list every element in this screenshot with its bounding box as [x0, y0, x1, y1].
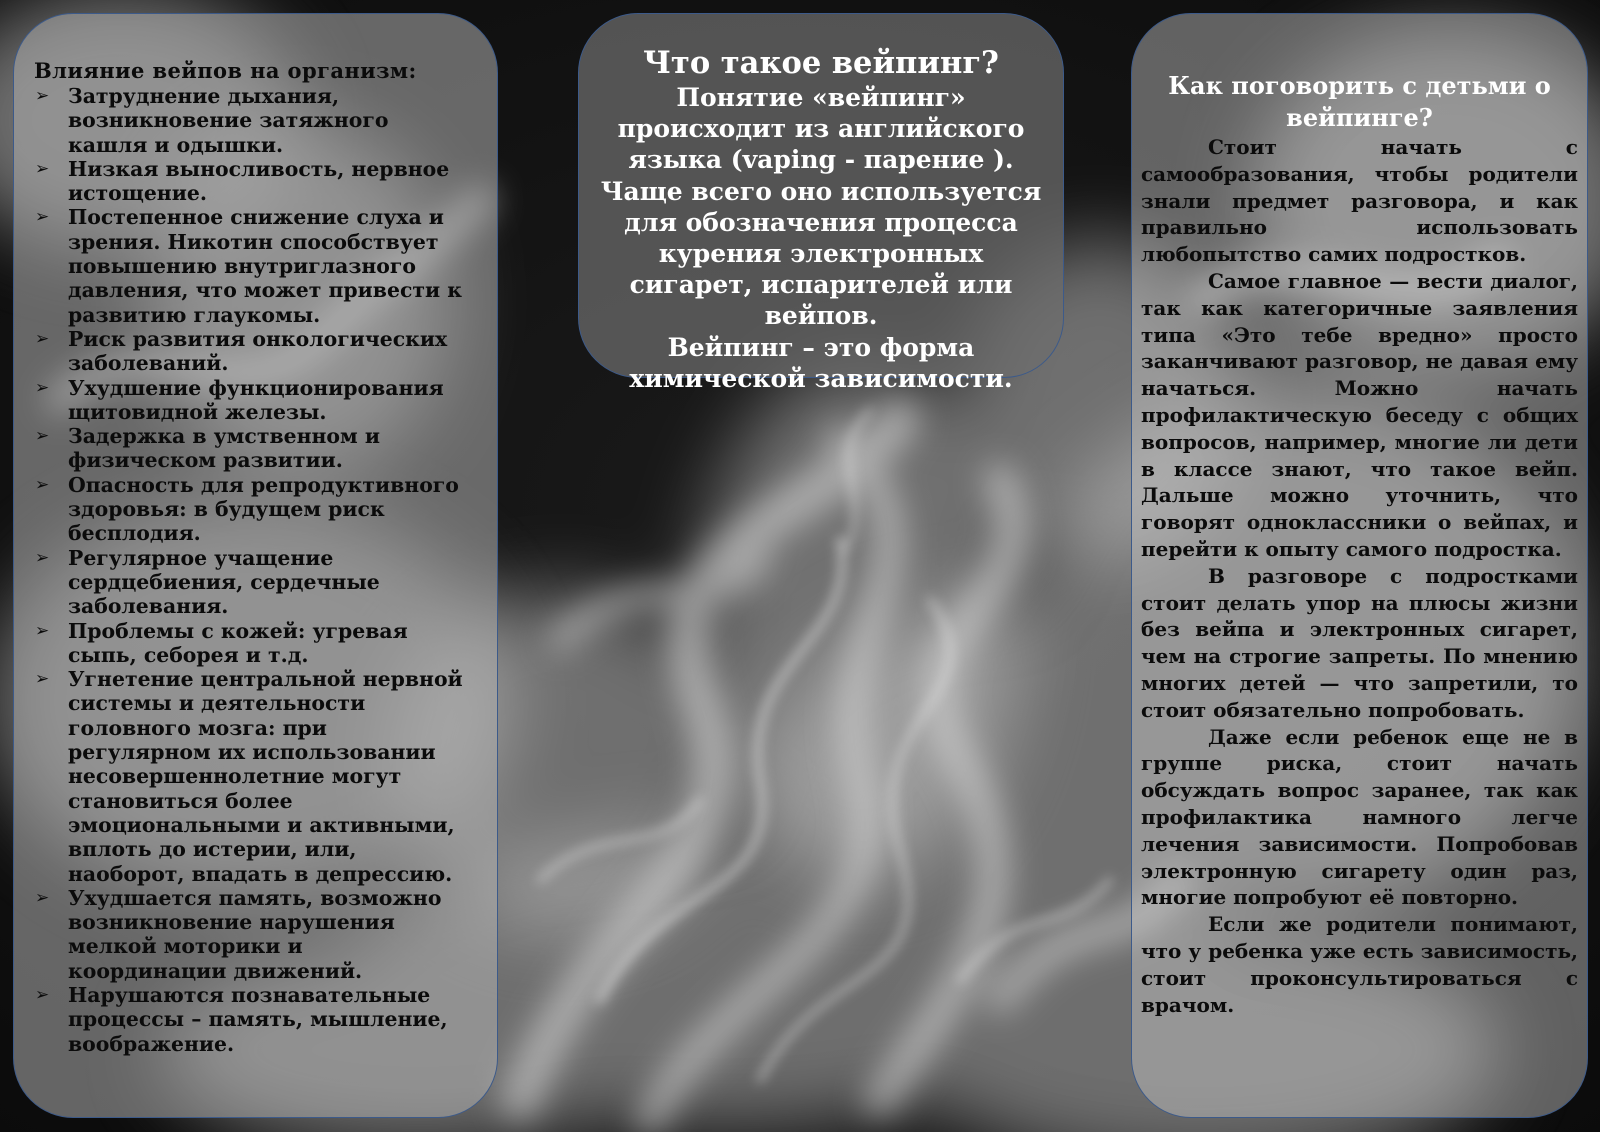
- arrowhead-bullet-icon: ➢: [35, 426, 50, 447]
- arrowhead-bullet-icon: ➢: [35, 887, 50, 908]
- arrowhead-bullet-icon: ➢: [35, 669, 50, 690]
- list-item-text: Риск развития онкологических заболеваний.: [68, 326, 448, 376]
- talk-to-children-title: Как поговорить с детьми о вейпинге?: [1168, 71, 1551, 132]
- what-is-vaping-panel: [578, 13, 1064, 393]
- talk-to-children-panel: [1131, 13, 1588, 1118]
- arrowhead-bullet-icon: ➢: [35, 328, 50, 349]
- arrowhead-bullet-icon: ➢: [35, 620, 50, 641]
- arrowhead-bullet-icon: ➢: [35, 86, 50, 106]
- advice-paragraph: Стоит начать с самообразования, чтобы родители знали предмет разговора, и как правильно использовать любопытство самих подростков.: [1141, 135, 1578, 267]
- list-item-text: Ухудшение функционирования щитовидной железы.: [68, 375, 444, 424]
- advice-paragraph: В разговоре с подростками стоит делать упор на плюсы жизни без вейпа и электронных сигарет, чем на строгие запреты. По мнению многих детей — что запретили, то стоит обязательно попробовать.: [1141, 563, 1578, 722]
- list-item: [34, 667, 467, 886]
- list-item-text: Низкая выносливость, нервное истощение.: [68, 156, 450, 206]
- list-item-text: Ухудшается память, возможно возникновение нарушения мелкой моторики и координации движений.: [68, 885, 442, 983]
- arrowhead-bullet-icon: ➢: [35, 158, 50, 179]
- vaping-definition-text: Понятие «вейпинг» происходит из английского языка (vaping - парение ). Чаще всего оно используется для обозначения процесса курения электронных сигарет, испарителей или вейпов.: [600, 83, 1042, 331]
- arrowhead-bullet-icon: ➢: [35, 207, 50, 228]
- list-item-text: Угнетение центральной нервной системы и деятельности головного мозга: при регулярном их использовании несовершеннолетние могут становиться более эмоциональными и активными, вплоть до истерии, или, наоборот, впадать в депрессию.: [68, 667, 463, 886]
- list-item-text: Нарушаются познавательные процессы – память, мышление, воображение.: [68, 982, 448, 1056]
- list-item-text: Постепенное снижение слуха и зрения. Никотин способствует повышению внутриглазного давления, что может привести к развитию глаукомы.: [68, 205, 462, 327]
- what-is-vaping-title: Что такое вейпинг?: [643, 45, 999, 81]
- list-item: [34, 327, 467, 376]
- health-effects-heading: Влияние вейпов на организм:: [34, 58, 417, 83]
- list-item: [34, 619, 467, 668]
- list-item: [34, 205, 467, 326]
- list-item: [34, 424, 467, 473]
- list-item: [34, 983, 467, 1056]
- list-item: [34, 157, 467, 206]
- list-item: [34, 546, 467, 619]
- health-effects-list: [34, 84, 467, 1056]
- list-item-text: Проблемы с кожей: угревая сыпь, себорея и т.д.: [68, 618, 408, 667]
- advice-paragraph: Даже если ребенок еще не в группе риска, стоит начать обсуждать вопрос заранее, так как профилактика намного легче лечения зависимости. Попробовав электронную сигарету один раз, многие попробуют её повторно.: [1141, 724, 1578, 910]
- advice-paragraph: Если же родители понимают, что у ребенка уже есть зависимость, стоит проконсультироваться с врачом.: [1141, 912, 1578, 1017]
- list-item-text: Регулярное учащение сердцебиения, сердечные заболевания.: [68, 545, 380, 619]
- list-item-text: Опасность для репродуктивного здоровья: в будущем риск бесплодия.: [68, 472, 459, 546]
- list-item: [34, 84, 467, 157]
- arrowhead-bullet-icon: ➢: [35, 377, 50, 398]
- vaping-dependence-text: Вейпинг – это форма химической зависимости.: [629, 332, 1013, 393]
- list-item: [34, 376, 467, 425]
- arrowhead-bullet-icon: ➢: [35, 984, 50, 1005]
- list-item-text: Задержка в умственном и физическом развитии.: [68, 424, 380, 473]
- arrowhead-bullet-icon: ➢: [35, 474, 50, 495]
- arrowhead-bullet-icon: ➢: [35, 547, 50, 568]
- list-item-text: Затруднение дыхания, возникновение затяжного кашля и одышки.: [68, 84, 389, 157]
- list-item: [34, 886, 467, 983]
- advice-paragraph: Самое главное — вести диалог, так как категоричные заявления типа «Это тебе вредно» просто заканчивают разговор, не давая ему начаться. Можно начать профилактическую беседу с общих вопросов, например, многие ли дети в классе знают, что такое вейп. Дальше можно уточнить, что говорят одноклассники о вейпах, и перейти к опыту самого подростка.: [1141, 268, 1578, 561]
- list-item: [34, 473, 467, 546]
- health-effects-panel: [13, 13, 498, 1118]
